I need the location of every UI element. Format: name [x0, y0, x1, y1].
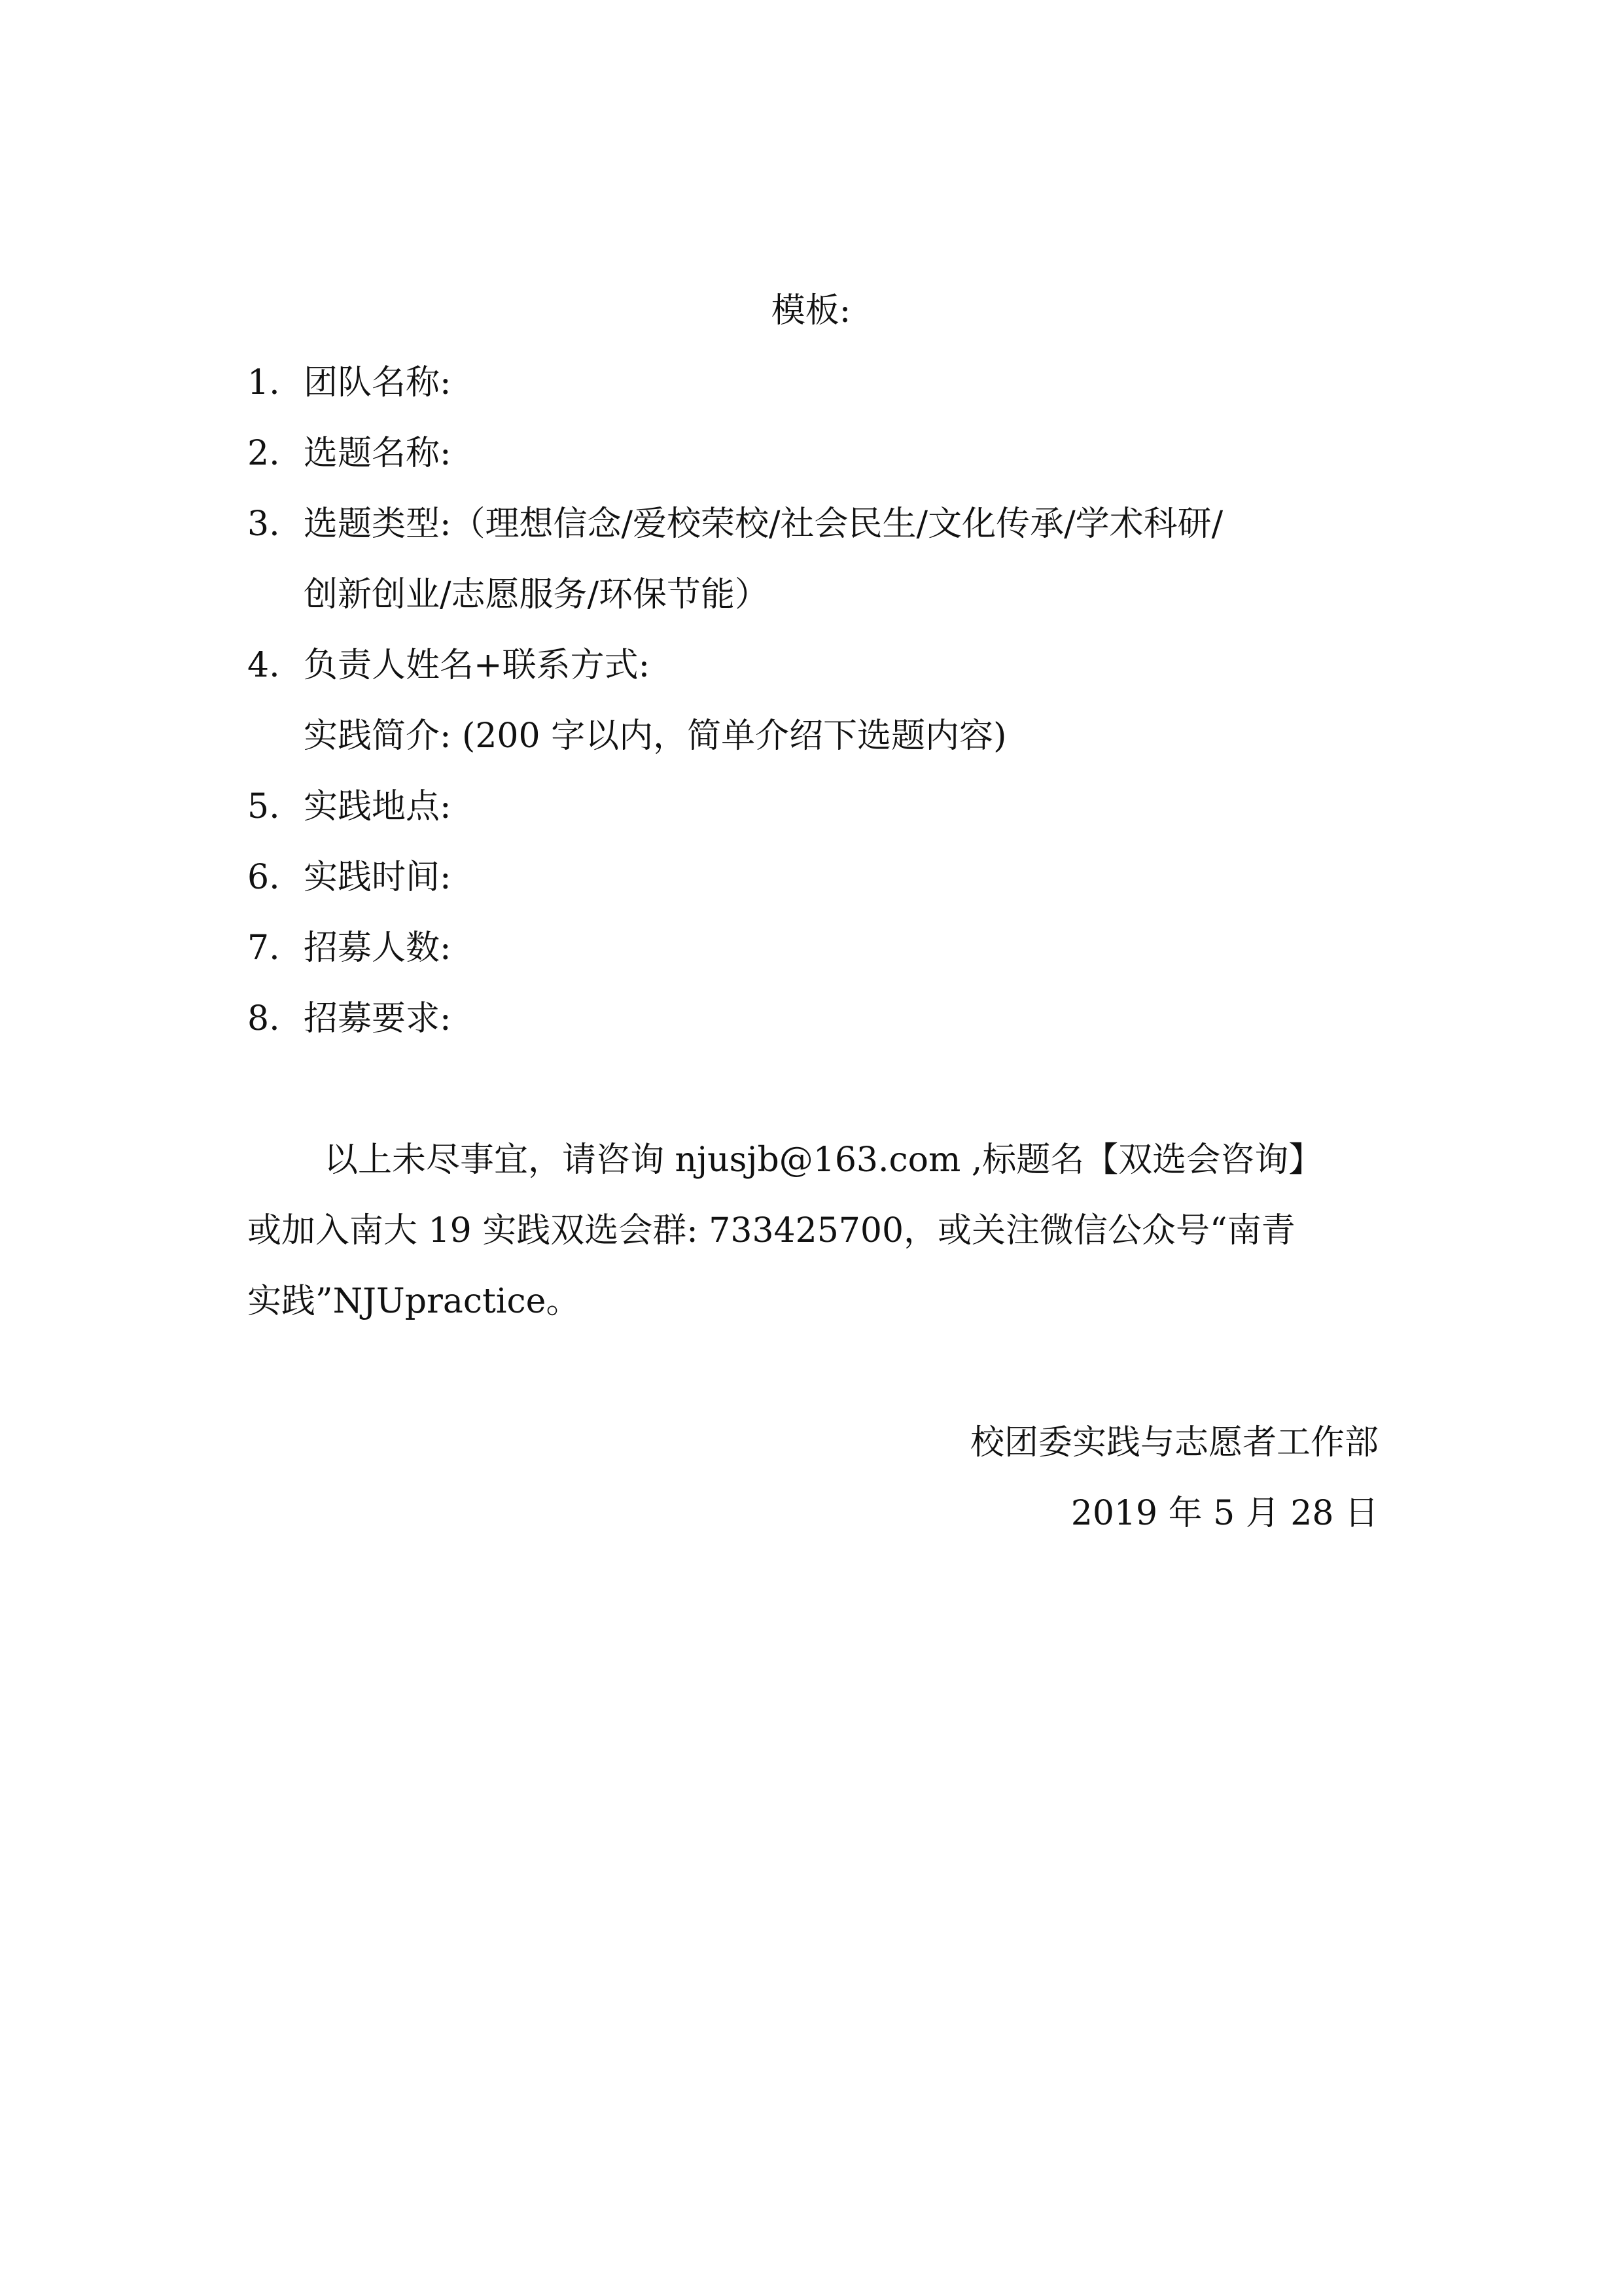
item-topic-name: [247, 434, 451, 473]
item-text: 团队名称:: [304, 363, 451, 402]
item-text: 实践地点:: [304, 787, 451, 826]
signature-date: 2019 年 5 月 28 日: [1070, 1494, 1379, 1533]
item-recruit-count: [247, 928, 451, 968]
item-number: 5.: [247, 787, 280, 826]
item-practice-intro: [304, 716, 1006, 756]
item-text: 创新创业/志愿服务/环保节能）: [304, 575, 769, 614]
item-text: 招募人数:: [304, 928, 451, 968]
item-text: 选题类型:（理想信念/爱校荣校/社会民生/文化传承/学术科研/: [304, 504, 1224, 544]
item-number: 1.: [247, 363, 280, 402]
item-practice-location: [247, 787, 451, 826]
item-text: 实践简介: (200 字以内，简单介绍下选题内容): [304, 716, 1007, 756]
item-number: 4.: [247, 646, 280, 685]
item-number: 2.: [247, 434, 280, 473]
item-text: 招募要求:: [304, 999, 451, 1038]
signature-department: 校团委实践与志愿者工作部: [970, 1423, 1379, 1462]
item-text: 选题名称:: [304, 434, 451, 473]
item-recruit-requirements: [247, 999, 451, 1038]
item-leader-contact: [247, 646, 650, 685]
item-number: 8.: [247, 999, 280, 1038]
item-number: 3.: [247, 504, 280, 544]
item-text: 负责人姓名+联系方式:: [304, 646, 650, 685]
item-text: 实践时间:: [304, 858, 451, 897]
note-line-1: 以上未尽事宜，请咨询 njusjb@163.com ,标题名【双选会咨询】: [324, 1140, 1323, 1180]
document-title: 模板:: [771, 291, 851, 330]
item-topic-type: [247, 504, 1223, 544]
note-line-3: 实践”NJUpractice。: [247, 1282, 580, 1321]
item-number: 7.: [247, 928, 280, 968]
item-topic-type-continued: [304, 575, 769, 614]
note-line-2: 或加入南大 19 实践双选会群: 733425700，或关注微信公众号“南青: [247, 1211, 1296, 1250]
item-practice-time: [247, 858, 451, 897]
item-number: 6.: [247, 858, 280, 897]
item-team-name: [247, 363, 451, 402]
